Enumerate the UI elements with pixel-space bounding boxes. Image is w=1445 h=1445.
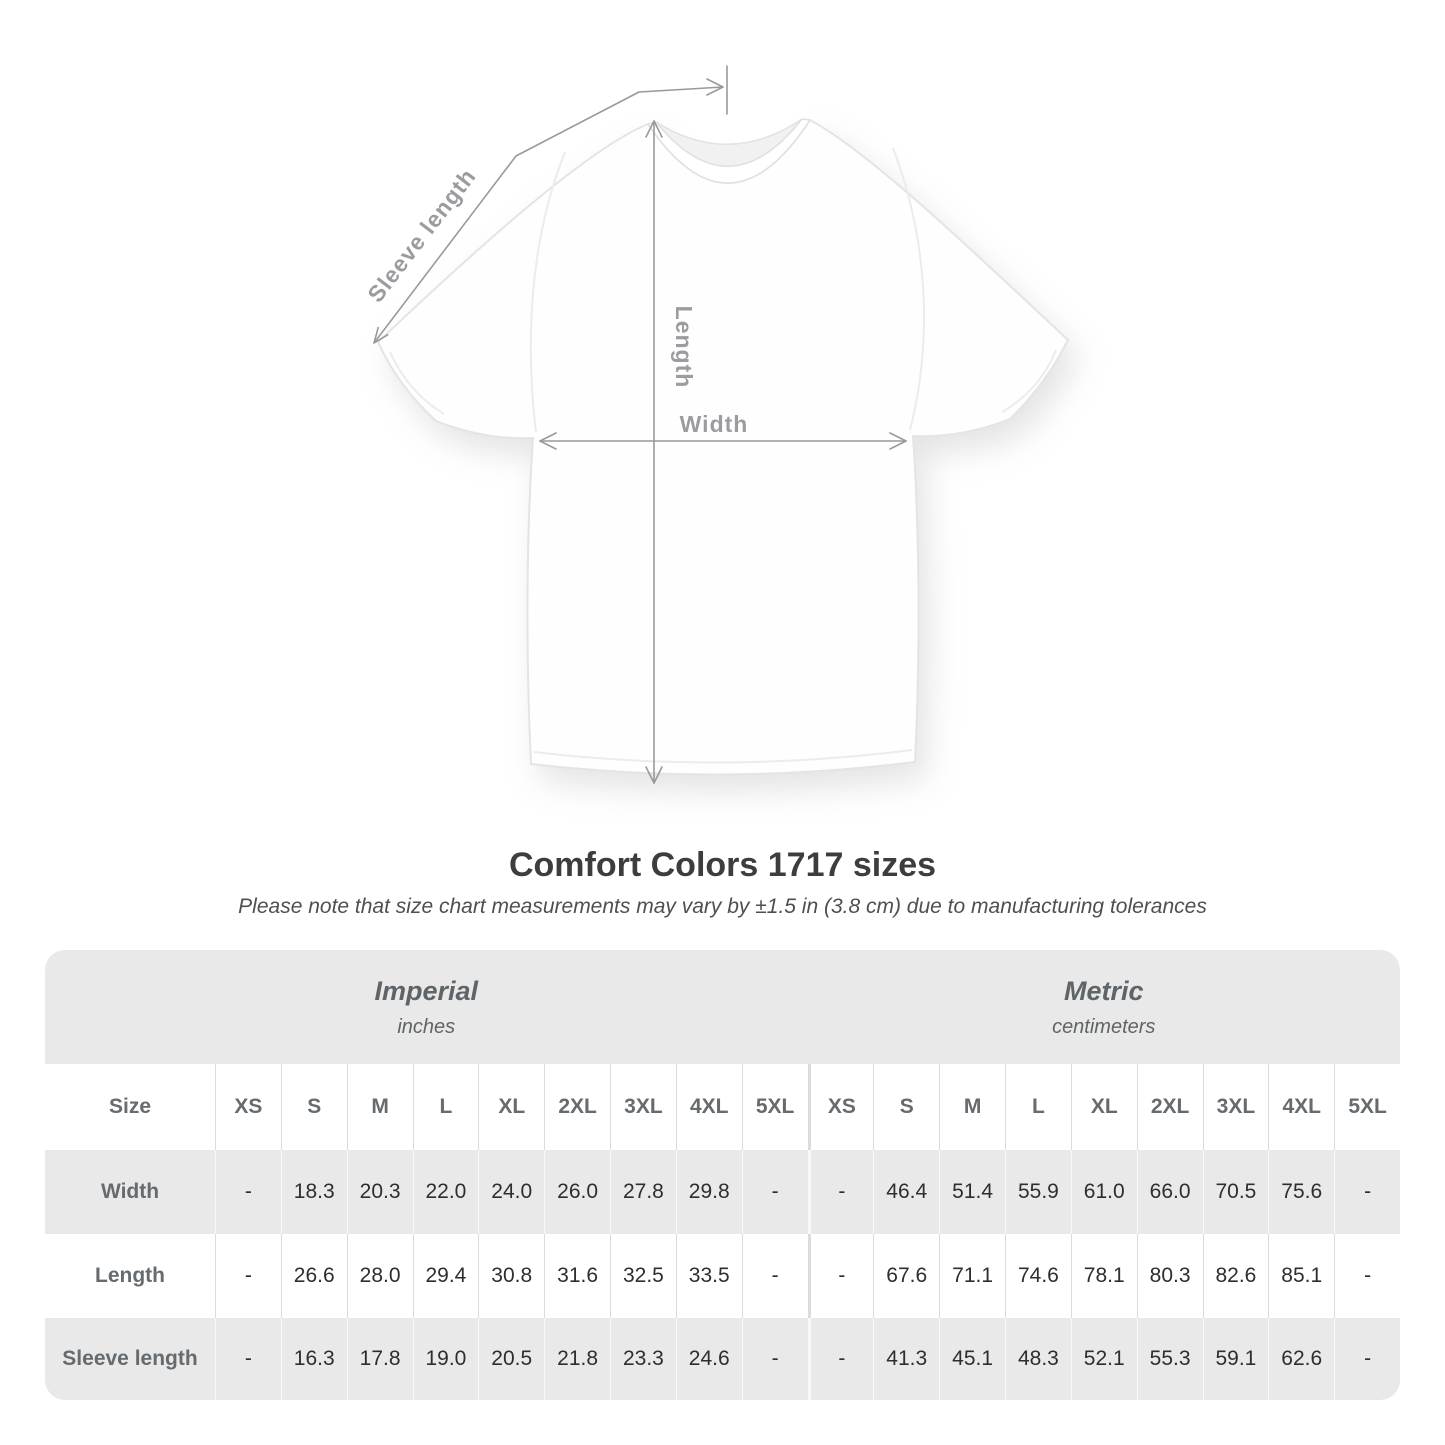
size-col-header: L bbox=[1005, 1064, 1071, 1150]
table-cell: - bbox=[808, 1234, 874, 1318]
table-cell: 66.0 bbox=[1137, 1150, 1203, 1234]
table-cell: 61.0 bbox=[1071, 1150, 1137, 1234]
table-cell: 20.5 bbox=[478, 1318, 544, 1400]
table-cell: 85.1 bbox=[1268, 1234, 1334, 1318]
table-cell: 62.6 bbox=[1268, 1318, 1334, 1400]
table-cell: 55.3 bbox=[1137, 1318, 1203, 1400]
tolerance-note: Please note that size chart measurements may vary by ±1.5 in (3.8 cm) due to manufacturing tolerances bbox=[238, 895, 1207, 918]
size-col-header: S bbox=[281, 1064, 347, 1150]
table-cell: 22.0 bbox=[413, 1150, 479, 1234]
metric-unit: centimeters bbox=[1052, 1015, 1156, 1038]
table-cell: 80.3 bbox=[1137, 1234, 1203, 1318]
table-cell: 26.6 bbox=[281, 1234, 347, 1318]
size-col-header: XS bbox=[215, 1064, 281, 1150]
table-cell: - bbox=[1334, 1234, 1400, 1318]
table-cell: 19.0 bbox=[413, 1318, 479, 1400]
size-col-header: 4XL bbox=[676, 1064, 742, 1150]
table-cell: 29.4 bbox=[413, 1234, 479, 1318]
table-cell: - bbox=[808, 1318, 874, 1400]
table-cell: - bbox=[215, 1318, 281, 1400]
table-cell: 70.5 bbox=[1203, 1150, 1269, 1234]
page-title: Comfort Colors 1717 sizes bbox=[508, 846, 937, 884]
length-label: Length bbox=[671, 305, 697, 389]
table-cell: 24.6 bbox=[676, 1318, 742, 1400]
table-cell: 71.1 bbox=[939, 1234, 1005, 1318]
size-col-header: XL bbox=[478, 1064, 544, 1150]
table-cell: 29.8 bbox=[676, 1150, 742, 1234]
metric-title: Metric bbox=[1063, 975, 1144, 1006]
table-cell: 33.5 bbox=[676, 1234, 742, 1318]
table-cell: 27.8 bbox=[610, 1150, 676, 1234]
table-cell: 20.3 bbox=[347, 1150, 413, 1234]
row-label-length: Length bbox=[45, 1234, 215, 1318]
size-col-header: M bbox=[347, 1064, 413, 1150]
size-col-header: 5XL bbox=[1334, 1064, 1400, 1150]
table-cell: 46.4 bbox=[873, 1150, 939, 1234]
table-cell: 41.3 bbox=[873, 1318, 939, 1400]
size-col-header: S bbox=[873, 1064, 939, 1150]
sleeve-length-label: Sleeve length bbox=[362, 163, 482, 308]
size-col-header: XL bbox=[1071, 1064, 1137, 1150]
table-cell: 31.6 bbox=[544, 1234, 610, 1318]
tshirt-illustration bbox=[378, 120, 1068, 775]
imperial-section-header bbox=[45, 950, 808, 1064]
table-cell: 30.8 bbox=[478, 1234, 544, 1318]
table-cell: 18.3 bbox=[281, 1150, 347, 1234]
table-cell: 21.8 bbox=[544, 1318, 610, 1400]
table-cell: - bbox=[742, 1150, 808, 1234]
table-cell: 75.6 bbox=[1268, 1150, 1334, 1234]
table-cell: 78.1 bbox=[1071, 1234, 1137, 1318]
table-cell: - bbox=[215, 1234, 281, 1318]
row-label-sleeve-length: Sleeve length bbox=[62, 1347, 198, 1370]
size-table bbox=[45, 950, 1400, 1400]
size-col-header: 5XL bbox=[742, 1064, 808, 1150]
table-cell: - bbox=[742, 1234, 808, 1318]
metric-section-header bbox=[808, 950, 1401, 1064]
table-cell: 28.0 bbox=[347, 1234, 413, 1318]
width-label: Width bbox=[679, 411, 749, 437]
size-col-header: XS bbox=[808, 1064, 874, 1150]
size-col-header: 4XL bbox=[1268, 1064, 1334, 1150]
table-cell: 17.8 bbox=[347, 1318, 413, 1400]
table-cell: 74.6 bbox=[1005, 1234, 1071, 1318]
size-col-header: 2XL bbox=[544, 1064, 610, 1150]
size-col-header: 3XL bbox=[1203, 1064, 1269, 1150]
size-col-header: 3XL bbox=[610, 1064, 676, 1150]
imperial-title: Imperial bbox=[374, 975, 479, 1006]
size-header: Size bbox=[45, 1064, 215, 1150]
table-cell: - bbox=[1334, 1150, 1400, 1234]
table-cell: 48.3 bbox=[1005, 1318, 1071, 1400]
table-cell: 23.3 bbox=[610, 1318, 676, 1400]
table-cell: 16.3 bbox=[281, 1318, 347, 1400]
imperial-unit: inches bbox=[397, 1015, 456, 1038]
size-col-header: M bbox=[939, 1064, 1005, 1150]
table-cell: - bbox=[215, 1150, 281, 1234]
table-cell: - bbox=[808, 1150, 874, 1234]
table-cell: 45.1 bbox=[939, 1318, 1005, 1400]
table-cell: 55.9 bbox=[1005, 1150, 1071, 1234]
table-cell: 51.4 bbox=[939, 1150, 1005, 1234]
row-label-width: Width bbox=[100, 1180, 160, 1203]
size-col-header: 2XL bbox=[1137, 1064, 1203, 1150]
table-cell: 32.5 bbox=[610, 1234, 676, 1318]
table-cell: 82.6 bbox=[1203, 1234, 1269, 1318]
table-cell: - bbox=[1334, 1318, 1400, 1400]
size-col-header: L bbox=[413, 1064, 479, 1150]
tshirt-body bbox=[378, 120, 1068, 775]
table-cell: 24.0 bbox=[478, 1150, 544, 1234]
table-cell: - bbox=[742, 1318, 808, 1400]
table-cell: 59.1 bbox=[1203, 1318, 1269, 1400]
table-cell: 67.6 bbox=[873, 1234, 939, 1318]
table-cell: 26.0 bbox=[544, 1150, 610, 1234]
table-cell: 52.1 bbox=[1071, 1318, 1137, 1400]
